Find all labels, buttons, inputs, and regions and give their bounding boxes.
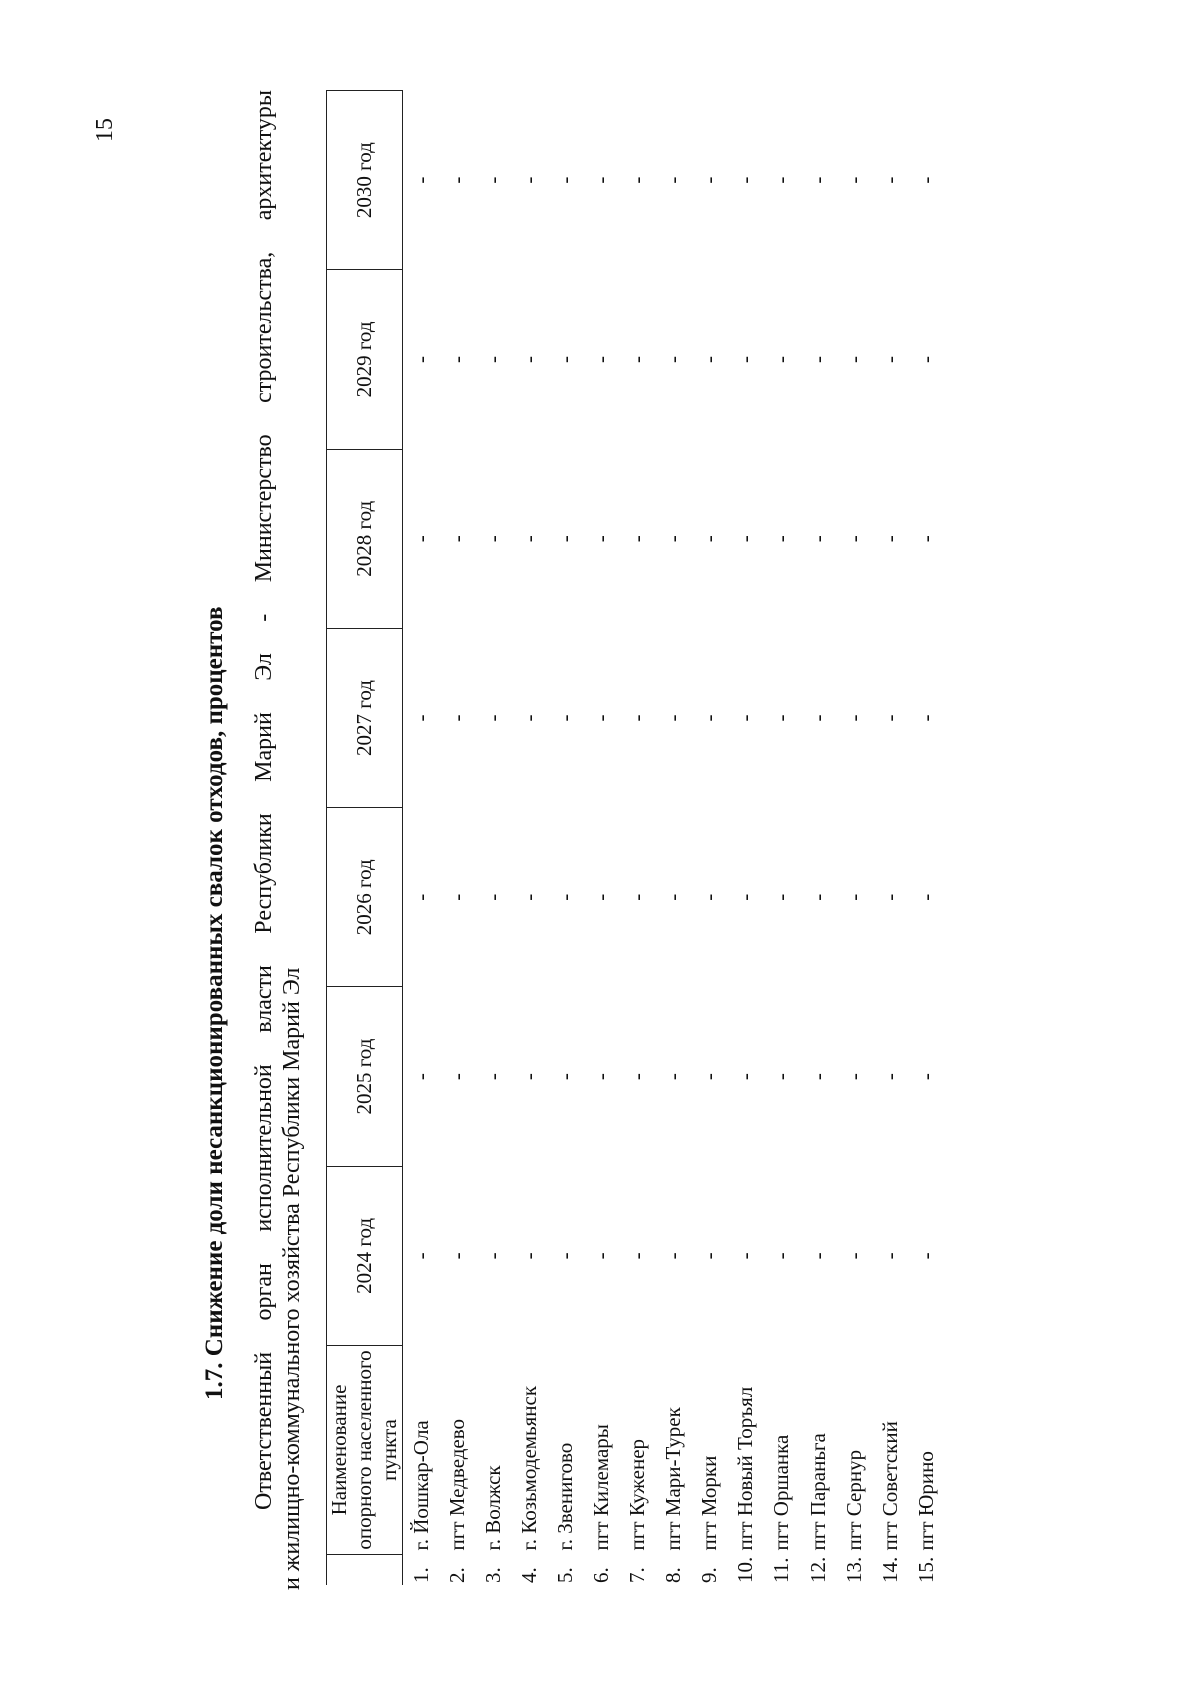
row-number: 5. (552, 1567, 577, 1583)
year-value-cell: - (516, 535, 541, 543)
year-value-cell: - (480, 1252, 505, 1260)
table-row (620, 91, 656, 1586)
settlement-name-header: Наименование опорного населенного пункта (327, 1346, 403, 1555)
year-value-cell: - (805, 1073, 830, 1081)
year-value-cell: - (697, 1252, 722, 1260)
year-value-cell: - (625, 355, 650, 363)
year-value-cell: - (625, 1252, 650, 1260)
year-value-cell: - (661, 1252, 686, 1260)
year-value-cell: - (552, 714, 577, 722)
settlement-name: пгт Советский (877, 1421, 902, 1551)
row-number: 12. (805, 1556, 830, 1583)
year-value-cell: - (697, 355, 722, 363)
table-header-row (327, 91, 403, 1586)
year-value-cell: - (625, 535, 650, 543)
year-value-cell: - (480, 176, 505, 184)
table-row (656, 91, 692, 1586)
page-number: 15 (92, 118, 118, 142)
settlement-name: г. Звенигово (552, 1442, 577, 1551)
settlement-name: пгт Мари-Турек (661, 1407, 686, 1551)
year-value-cell: - (841, 176, 866, 184)
row-number: 3. (480, 1567, 505, 1583)
year-value-cell: - (913, 176, 938, 184)
year-value-cell: - (913, 355, 938, 363)
year-value-cell: - (733, 1073, 758, 1081)
year-value-cell: - (480, 893, 505, 901)
year-value-cell: - (877, 714, 902, 722)
year-value-cell: - (913, 535, 938, 543)
year-value-cell: - (552, 1252, 577, 1260)
year-value-cell: - (516, 1252, 541, 1260)
year-header-2025: 2025 год (327, 987, 403, 1166)
year-value-cell: - (403, 91, 440, 270)
year-value-cell: - (403, 628, 440, 807)
year-value-cell: - (403, 987, 440, 1166)
row-number: 1. (403, 1555, 440, 1586)
year-value-cell: - (552, 893, 577, 901)
year-value-cell: - (877, 355, 902, 363)
table-row (800, 91, 836, 1586)
year-value-cell: - (733, 1252, 758, 1260)
year-value-cell: - (444, 355, 469, 363)
year-value-cell: - (913, 714, 938, 722)
year-value-cell: - (516, 355, 541, 363)
year-value-cell: - (697, 1073, 722, 1081)
year-value-cell: - (661, 176, 686, 184)
row-number: 13. (841, 1556, 866, 1583)
landfill-table (326, 90, 944, 1585)
year-value-cell: - (733, 535, 758, 543)
settlement-name: пгт Юрино (913, 1451, 938, 1551)
year-value-cell: - (516, 1073, 541, 1081)
year-value-cell: - (403, 449, 440, 628)
year-value-cell: - (552, 176, 577, 184)
year-value-cell: - (769, 176, 794, 184)
year-value-cell: - (697, 893, 722, 901)
year-value-cell: - (661, 535, 686, 543)
row-number: 2. (444, 1567, 469, 1583)
row-number: 7. (625, 1567, 650, 1583)
year-value-cell: - (444, 1073, 469, 1081)
year-value-cell: - (444, 1252, 469, 1260)
settlement-name: пгт Куженер (625, 1438, 650, 1551)
settlement-name: пгт Килемары (589, 1424, 614, 1551)
year-value-cell: - (769, 1252, 794, 1260)
year-value-cell: - (589, 535, 614, 543)
responsible-line-2: и жилищно-коммунального хозяйства Республики Марий Эл (279, 967, 305, 1590)
row-number: 8. (661, 1567, 686, 1583)
settlement-name: г. Волжск (480, 1465, 505, 1551)
table-row (475, 91, 511, 1586)
year-header-2026: 2026 год (327, 808, 403, 987)
year-value-cell: - (625, 176, 650, 184)
year-value-cell: - (733, 176, 758, 184)
year-value-cell: - (444, 893, 469, 901)
year-value-cell: - (841, 1073, 866, 1081)
year-value-cell: - (841, 355, 866, 363)
year-value-cell: - (841, 535, 866, 543)
year-value-cell: - (877, 535, 902, 543)
year-value-cell: - (733, 893, 758, 901)
year-value-cell: - (805, 355, 830, 363)
year-value-cell: - (444, 176, 469, 184)
year-value-cell: - (480, 714, 505, 722)
section-title: 1.7. Снижение доли несанкционированных свалок отходов, процентов (201, 606, 228, 1400)
responsible-authority (250, 90, 306, 1590)
row-number: 4. (516, 1567, 541, 1583)
year-value-cell: - (805, 176, 830, 184)
responsible-line-1: Ответственный орган исполнительной власти Республики Марий Эл - Министерство строительства, архитектуры (251, 90, 277, 1510)
year-value-cell: - (661, 1073, 686, 1081)
year-value-cell: - (733, 714, 758, 722)
year-header-2024: 2024 год (327, 1166, 403, 1345)
year-value-cell: - (769, 535, 794, 543)
row-number: 14. (877, 1556, 902, 1583)
settlement-name: пгт Медведево (444, 1418, 469, 1551)
year-header-2029: 2029 год (327, 270, 403, 449)
table-row (403, 91, 440, 1586)
year-value-cell: - (913, 1073, 938, 1081)
row-number: 9. (697, 1567, 722, 1583)
settlement-name: г. Йошкар-Ола (403, 1346, 440, 1555)
year-value-cell: - (589, 1073, 614, 1081)
year-value-cell: - (589, 1252, 614, 1260)
year-value-cell: - (877, 176, 902, 184)
row-number: 11. (769, 1557, 794, 1583)
year-value-cell: - (661, 355, 686, 363)
year-value-cell: - (697, 535, 722, 543)
year-value-cell: - (516, 714, 541, 722)
row-number: 15. (913, 1556, 938, 1583)
year-value-cell: - (805, 714, 830, 722)
year-value-cell: - (403, 270, 440, 449)
year-value-cell: - (769, 714, 794, 722)
year-value-cell: - (625, 893, 650, 901)
year-value-cell: - (913, 893, 938, 901)
year-value-cell: - (480, 535, 505, 543)
year-value-cell: - (805, 535, 830, 543)
year-value-cell: - (769, 1073, 794, 1081)
year-value-cell: - (625, 1073, 650, 1081)
rotated-page-content (200, 90, 1100, 1590)
year-value-cell: - (877, 893, 902, 901)
year-value-cell: - (697, 176, 722, 184)
table-row (728, 91, 764, 1586)
year-value-cell: - (877, 1252, 902, 1260)
year-value-cell: - (841, 1252, 866, 1260)
year-value-cell: - (480, 1073, 505, 1081)
year-value-cell: - (697, 714, 722, 722)
table-row (547, 91, 583, 1586)
year-value-cell: - (516, 893, 541, 901)
year-header-2030: 2030 год (327, 91, 403, 270)
table-row (511, 91, 547, 1586)
year-value-cell: - (516, 176, 541, 184)
year-value-cell: - (733, 355, 758, 363)
year-value-cell: - (552, 355, 577, 363)
year-value-cell: - (913, 1252, 938, 1260)
year-value-cell: - (841, 714, 866, 722)
year-value-cell: - (589, 714, 614, 722)
year-value-cell: - (625, 714, 650, 722)
year-value-cell: - (589, 355, 614, 363)
table-row (692, 91, 728, 1586)
table-row (836, 91, 872, 1586)
year-value-cell: - (552, 535, 577, 543)
year-value-cell: - (841, 893, 866, 901)
year-value-cell: - (769, 893, 794, 901)
year-header-2028: 2028 год (327, 449, 403, 628)
settlement-name: пгт Оршанка (769, 1434, 794, 1551)
number-column-header (327, 1555, 403, 1586)
year-value-cell: - (877, 1073, 902, 1081)
settlement-name: пгт Параньга (805, 1433, 830, 1551)
settlement-name: г. Козьмодемьянск (516, 1385, 541, 1551)
settlement-name: пгт Новый Торъял (733, 1386, 758, 1551)
year-value-cell: - (589, 176, 614, 184)
year-value-cell: - (769, 355, 794, 363)
table-row (872, 91, 908, 1586)
year-value-cell: - (444, 714, 469, 722)
table-body (403, 91, 945, 1586)
settlement-name: пгт Сернур (841, 1449, 866, 1551)
year-value-cell: - (480, 355, 505, 363)
year-value-cell: - (403, 1166, 440, 1345)
year-value-cell: - (805, 893, 830, 901)
year-value-cell: - (661, 714, 686, 722)
table-row (439, 91, 475, 1586)
year-value-cell: - (403, 808, 440, 987)
year-header-2027: 2027 год (327, 628, 403, 807)
year-value-cell: - (444, 535, 469, 543)
year-value-cell: - (805, 1252, 830, 1260)
settlement-name: пгт Морки (697, 1455, 722, 1551)
row-number: 6. (589, 1567, 614, 1583)
table-row (583, 91, 619, 1586)
year-value-cell: - (661, 893, 686, 901)
table-row (908, 91, 944, 1586)
year-value-cell: - (589, 893, 614, 901)
table-row (764, 91, 800, 1586)
row-number: 10. (733, 1556, 758, 1583)
year-value-cell: - (552, 1073, 577, 1081)
